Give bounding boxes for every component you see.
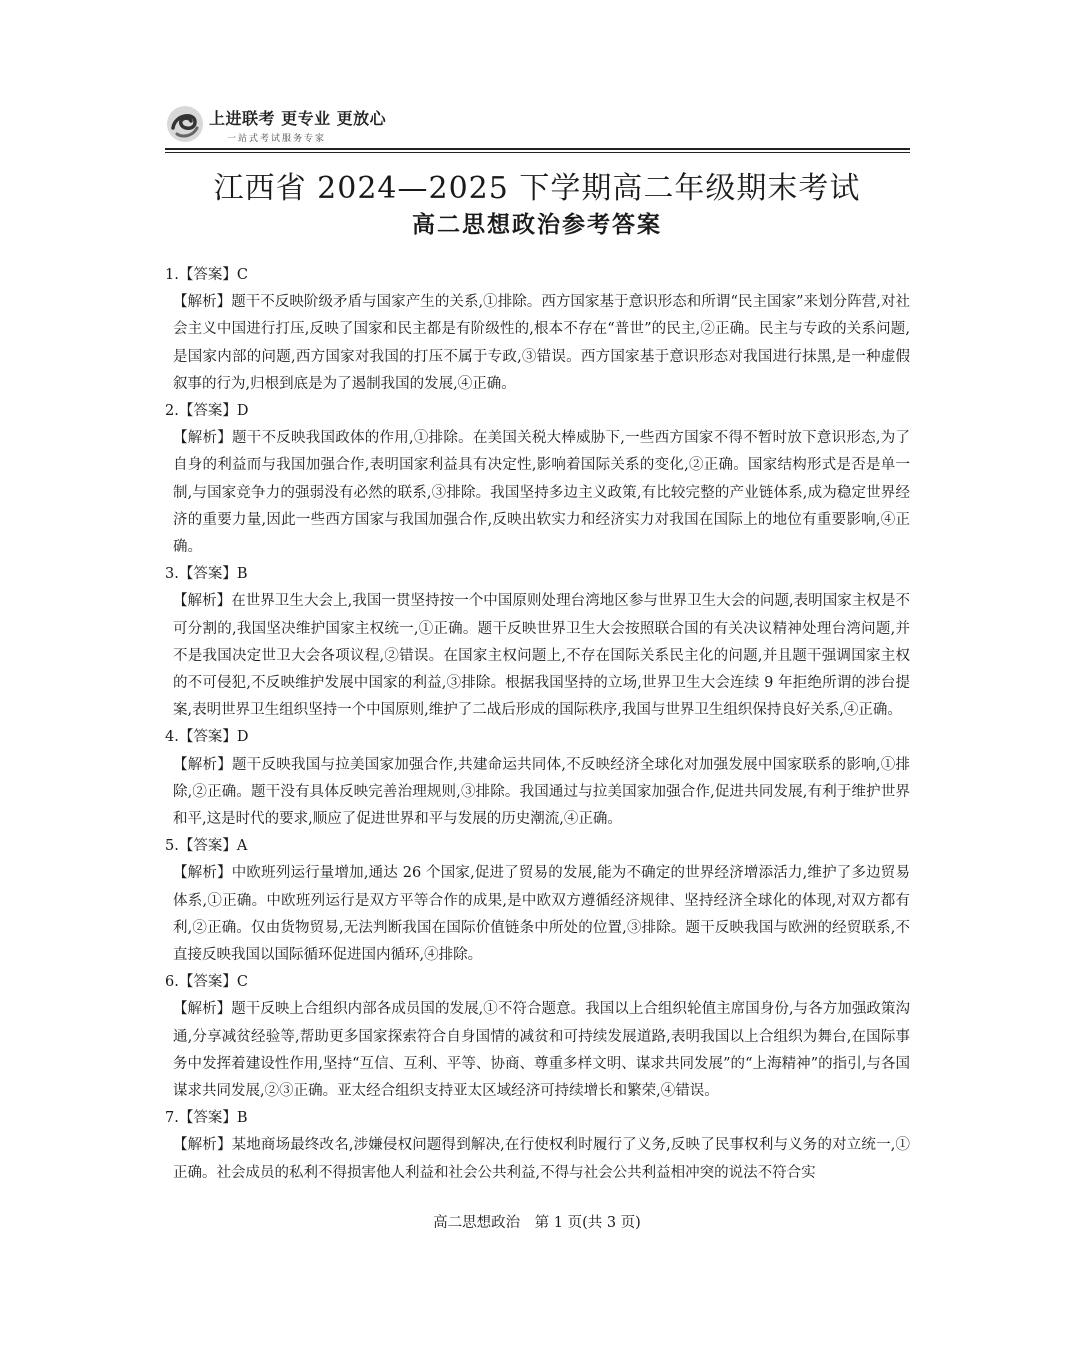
swirl-logo-icon xyxy=(165,104,205,144)
question-item xyxy=(165,833,910,969)
question-item xyxy=(165,561,910,724)
page-footer: 高二思想政治 第 1 页(共 3 页) xyxy=(433,1215,641,1231)
question-item xyxy=(165,262,910,398)
page-subtitle: 高二思想政治参考答案 xyxy=(412,212,662,238)
header-slogan: 上进联考 更专业 更放心 xyxy=(209,109,387,128)
answer-line: 2.【答案】D xyxy=(165,403,249,419)
answer-list xyxy=(165,262,910,1187)
question-item xyxy=(165,724,910,833)
explanation-text: 【解析】题干不反映我国政体的作用,①排除。在美国关税大棒威胁下,一些西方国家不得不暂时放下意识形态,为了自身的利益而与我国加强合作,表明国家利益具有决定性,影响着国际关系的变化,②正确。国家结构形式是否是单一制,与国家竞争力的强弱没有必然的联系,③排除。我国坚持多边主义政策,有比较完整的产业链体系,成为稳定世界经济的重要力量,因此一些西方国家与我国加强合作,反映出软实力和经济实力对我国在国际上的地位有重要影响,④正确。 xyxy=(173,430,910,555)
explanation-text: 【解析】题干反映我国与拉美国家加强合作,共建命运共同体,不反映经济全球化对加强发展中国家联系的影响,①排除,②正确。题干没有具体反映完善治理规则,③排除。我国通过与拉美国家加强合作,促进共同发展,有利于维护世界和平,这是时代的要求,顺应了促进世界和平与发展的历史潮流,④正确。 xyxy=(173,756,910,827)
explanation-text: 【解析】题干反映上合组织内部各成员国的发展,①不符合题意。我国以上合组织轮值主席国身份,与各方加强政策沟通,分享减贫经验等,帮助更多国家探索符合自身国情的减贫和可持续发展道路,表明我国以上合组织为舞台,在国际事务中发挥着建设性作用,坚持“互信、互利、平等、协商、尊重多样文明、谋求共同发展”的“上海精神”的指引,与各国谋求共同发展,②③正确。亚太经合组织支持亚太区域经济可持续增长和繁荣,④错误。 xyxy=(173,1001,910,1099)
explanation-text: 【解析】某地商场最终改名,涉嫌侵权问题得到解决,在行使权利时履行了义务,反映了民事权利与义务的对立统一,①正确。社会成员的私利不得损害他人利益和社会公共利益,不得与社会公共利益相冲突的说法不符合实 xyxy=(173,1137,910,1181)
page-title: 江西省 2024—2025 下学期高二年级期末考试 xyxy=(213,171,861,206)
answer-line: 6.【答案】C xyxy=(165,974,248,991)
answer-line: 1.【答案】C xyxy=(165,267,248,283)
answer-line: 3.【答案】B xyxy=(165,566,248,583)
answer-line: 5.【答案】A xyxy=(165,838,248,855)
header-divider-thin xyxy=(165,152,910,153)
explanation-text: 【解析】在世界卫生大会上,我国一贯坚持按一个中国原则处理台湾地区参与世界卫生大会的问题,表明国家主权是不可分割的,我国坚决维护国家主权统一,①正确。题干反映世界卫生大会按照联合国的有关决议精神处理台湾问题,并不是我国决定世卫大会各项议程,②错误。在国家主权问题上,不存在国际关系民主化的问题,并且题干强调国家主权的不可侵犯,不反映维护发展中国家的利益,③排除。根据我国坚持的立场,世界卫生大会连续 9 年拒绝所谓的涉台提案,表明世界卫生组织坚持一个中国原则,维护了二战后形成的国际秩序,我国与世界卫生组织保持良好关系,④正确。 xyxy=(173,593,910,719)
header-tagline: 一站式考试服务专家 xyxy=(227,134,327,144)
answer-line: 4.【答案】D xyxy=(165,729,249,746)
explanation-text: 【解析】中欧班列运行量增加,通达 26 个国家,促进了贸易的发展,能为不确定的世界经济增添活力,维护了多边贸易体系,①正确。中欧班列运行是双方平等合作的成果,是中欧双方遵循经济规律、坚持经济全球化的体现,对双方都有利,②正确。仅由货物贸易,无法判断我国在国际价值链条中所处的位置,③排除。题干反映我国与欧洲的经贸联系,不直接反映我国以国际循环促进国内循环,④排除。 xyxy=(173,865,910,963)
header-divider xyxy=(165,148,910,150)
question-item xyxy=(165,1105,910,1187)
explanation-text: 【解析】题干不反映阶级矛盾与国家产生的关系,①排除。西方国家基于意识形态和所谓“民主国家”来划分阵营,对社会主义中国进行打压,反映了国家和民主都是有阶级性的,根本不存在“普世”的民主,②正确。民主与专政的关系问题,是国家内部的问题,西方国家对我国的打压不属于专政,③错误。西方国家基于意识形态对我国进行抹黑,是一种虚假叙事的行为,归根到底是为了遏制我国的发展,④正确。 xyxy=(173,294,910,392)
question-item xyxy=(165,398,910,561)
page-header xyxy=(165,100,910,152)
answer-line: 7.【答案】B xyxy=(165,1110,248,1127)
question-item xyxy=(165,969,910,1105)
